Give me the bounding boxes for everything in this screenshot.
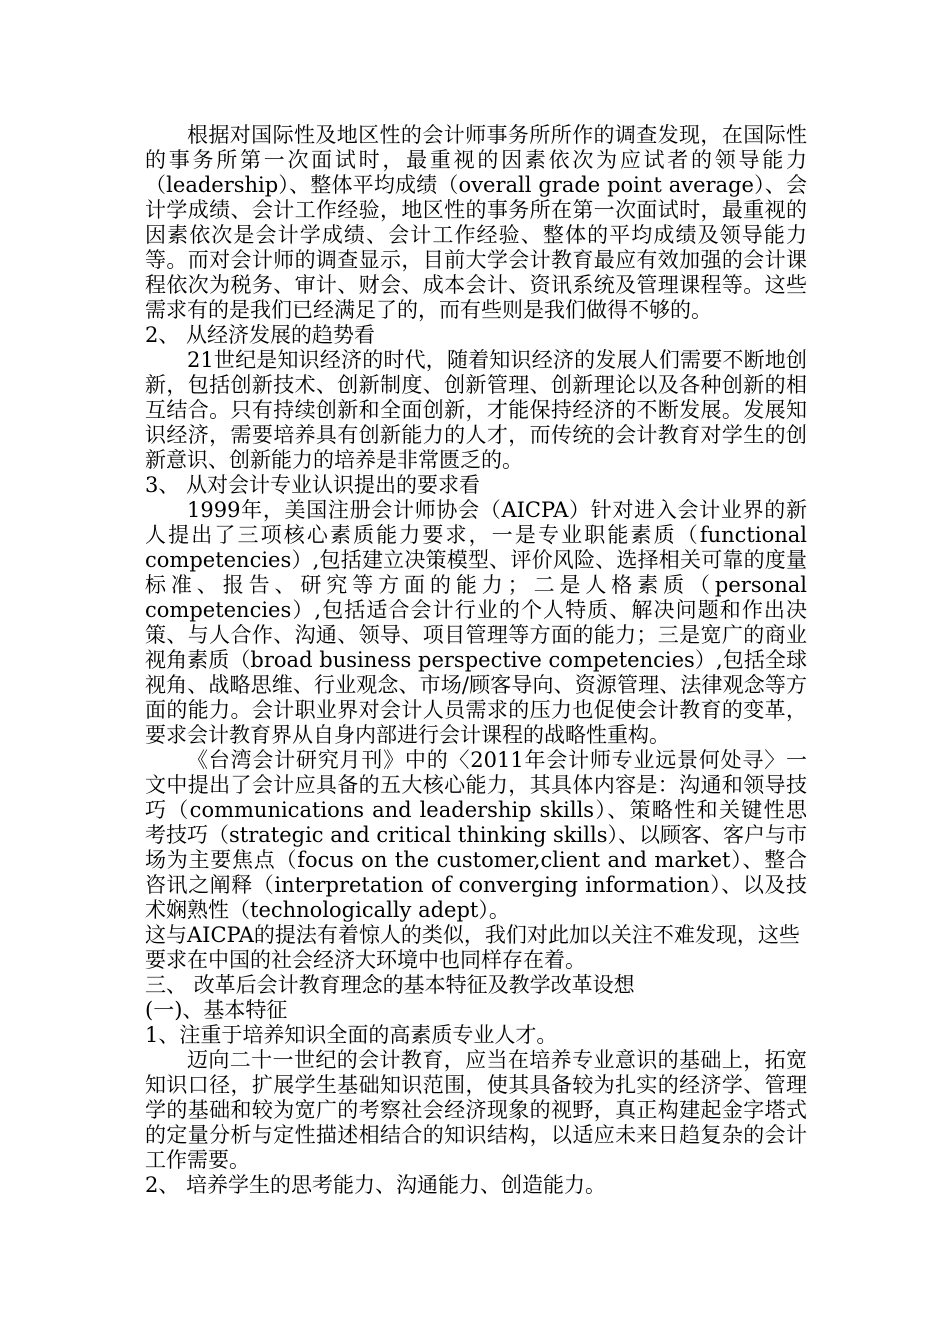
paragraph-21st-century-education: 迈向二十一世纪的会计教育，应当在培养专业意识的基础上，拓宽知识口径，扩展学生基础知识范围，使其具备较为扎实的经济学、管理学的基础和较为宽广的考察社会经济现象的视野，真正构建起金字塔式的定量分析与定性描述相结合的知识结构，以适应未来日趋复杂的会计工作需要。: [145, 1048, 807, 1172]
paragraph-knowledge-economy: 21世纪是知识经济的时代，随着知识经济的发展人们需要不断地创新，包括创新技术、创新制度、创新管理、创新理论以及各种创新的相互结合。只有持续创新和全面创新，才能保持经济的不断发展。发展知识经济，需要培养具有创新能力的人才，而传统的会计教育对学生的创新意识、创新能力的培养是非常匮乏的。: [145, 348, 807, 472]
paragraph-aicpa-similarity: 这与AICPA的提法有着惊人的类似，我们对此加以关注不难发现，这些要求在中国的社会经济大环境中也同样存在着。: [145, 923, 800, 972]
heading-feature-one: 1、注重于培养知识全面的高素质专业人才。: [145, 1023, 558, 1047]
heading-section-three: 三、 改革后会计教育理念的基本特征及教学改革设想: [145, 973, 635, 997]
document-page: [145, 123, 807, 1198]
paragraph-taiwan-core-abilities: 《台湾会计研究月刊》中的〈2011年会计师专业远景何处寻〉一文中提出了会计应具备的五大核心能力，其具体内容是：沟通和领导技巧（communications and leadership skills）、策略性和关键性思考技巧（strategic and critical thinking skills）、以顾客、客户与市场为主要焦点（focus on the customer,client and market）、整合咨讯之阐释（interpretation of converging information）、以及技术娴熟性（technologically adept）。: [145, 748, 807, 922]
paragraph-survey-findings: 根据对国际性及地区性的会计师事务所所作的调查发现，在国际性的事务所第一次面试时，最重视的因素依次为应试者的领导能力（leadership）、整体平均成绩（overall grade point average）、会计学成绩、会计工作经验，地区性的事务所在第一次面试时，最重视的因素依次是会计学成绩、会计工作经验、整体的平均成绩及领导能力等。而对会计师的调查显示，目前大学会计教育最应有效加强的会计课程依次为税务、审计、财会、成本会计、资讯系统及管理课程等。这些需求有的是我们已经满足了的，而有些则是我们做得不够的。: [145, 123, 807, 322]
heading-feature-two: 2、 培养学生的思考能力、沟通能力、创造能力。: [145, 1173, 607, 1197]
heading-basic-features: (一)、基本特征: [145, 998, 288, 1022]
heading-professional-requirements: 3、 从对会计专业认识提出的要求看: [145, 473, 481, 497]
paragraph-aicpa-competencies: 1999年，美国注册会计师协会（AICPA）针对进入会计业界的新人提出了三项核心素质能力要求，一是专业职能素质（functional competencies）,包括建立决策模型、评价风险、选择相关可靠的度量标准、报告、研究等方面的能力；二是人格素质（personal competencies）,包括适合会计行业的个人特质、解决问题和作出决策、与人合作、沟通、领导、项目管理等方面的能力；三是宽广的商业视角素质（broad business perspective competencies）,包括全球视角、战略思维、行业观念、市场/顾客导向、资源管理、法律观念等方面的能力。会计职业界对会计人员需求的压力也促使会计教育的变革，要求会计教育界从自身内部进行会计课程的战略性重构。: [145, 498, 808, 747]
heading-economic-trend: 2、 从经济发展的趋势看: [145, 323, 376, 347]
